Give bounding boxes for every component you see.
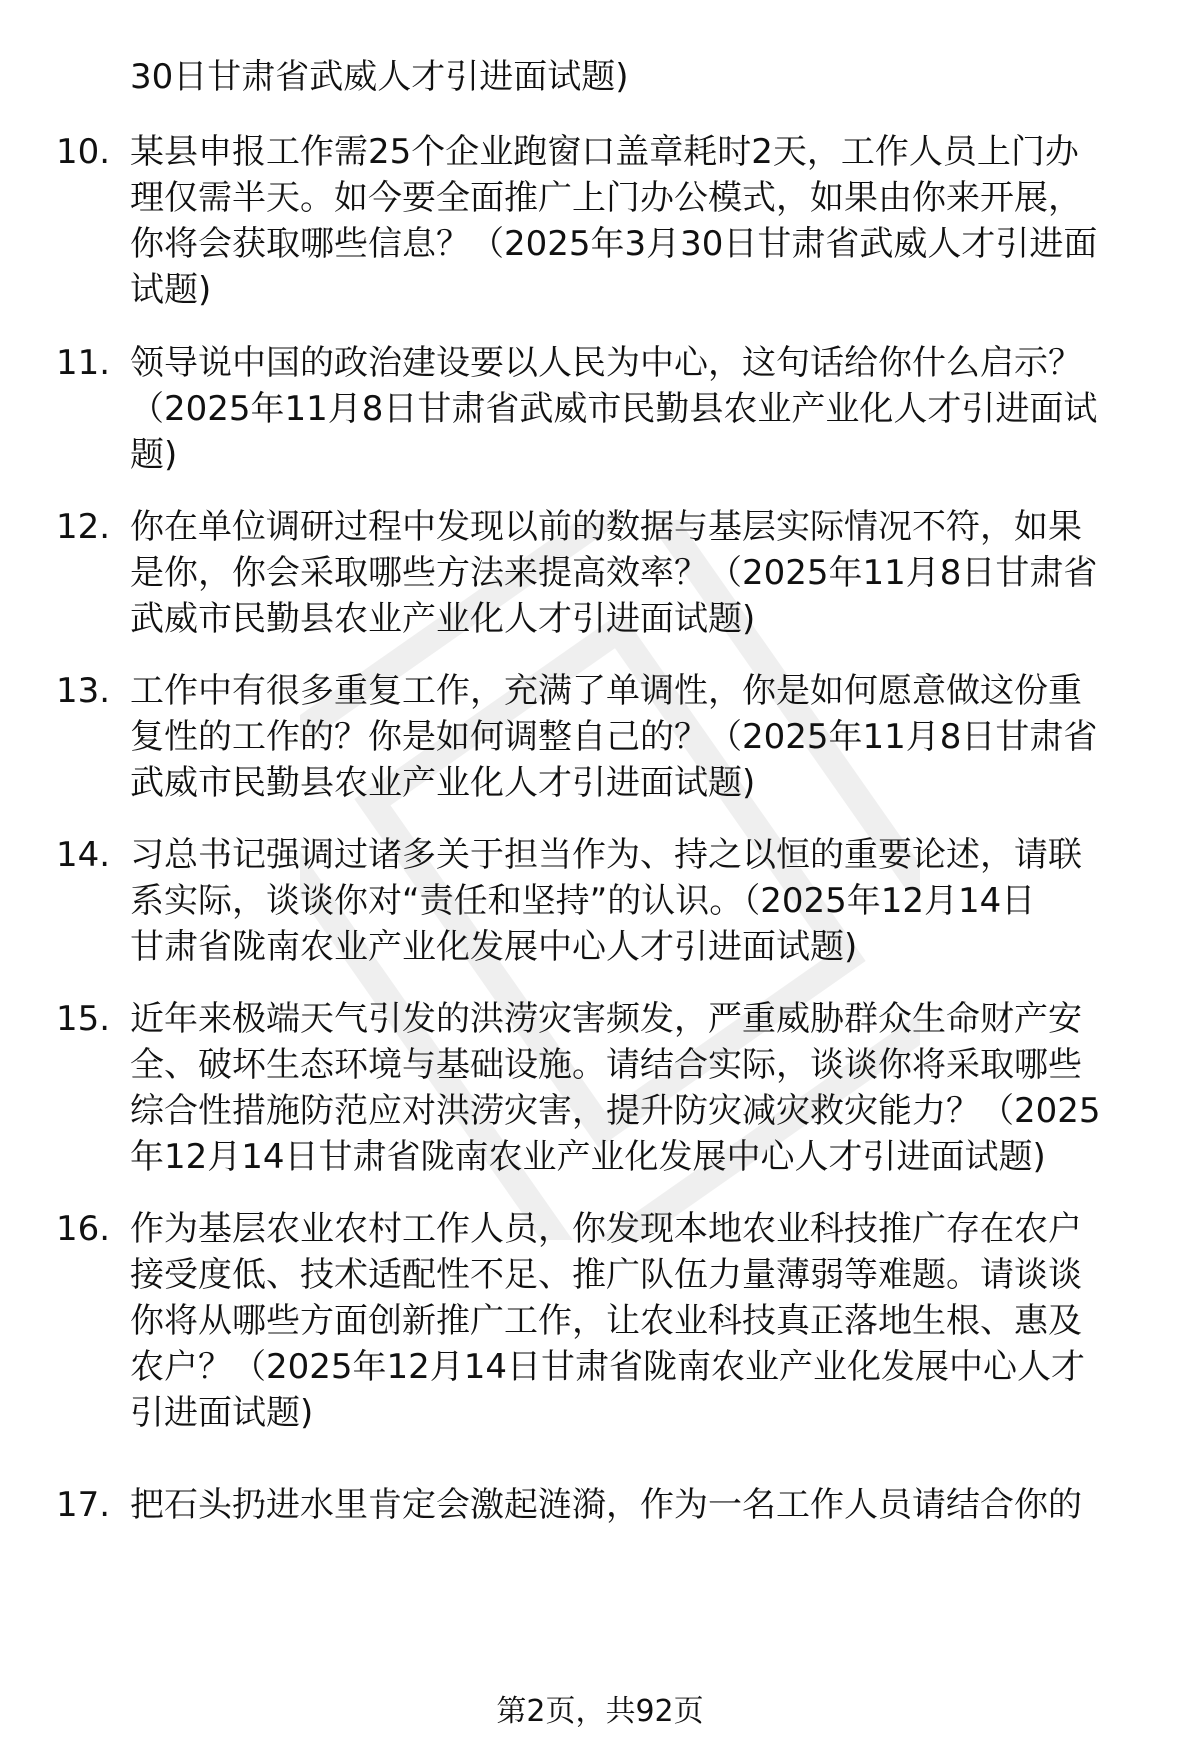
question-line: 工作中有很多重复工作，充满了单调性，你是如何愿意做这份重 [130,671,1082,711]
question-line: 综合性措施防范应对洪涝灾害，提升防灾减灾救灾能力？（2025 [130,1091,1101,1131]
question-line: 你将从哪些方面创新推广工作，让农业科技真正落地生根、惠及 [130,1301,1082,1341]
question-line: 作为基层农业农村工作人员，你发现本地农业科技推广存在农户 [130,1209,1082,1249]
question-line: 农户？（2025年12月14日甘肃省陇南农业产业化发展中心人才 [130,1347,1086,1387]
question-number: 17. [56,1485,111,1525]
question-line: 把石头扔进水里肯定会激起涟漪，作为一名工作人员请结合你的 [130,1485,1082,1525]
question-line: 理仅需半天。如今要全面推广上门办公模式，如果由你来开展， [130,178,1082,218]
question-number: 13. [56,671,111,711]
question-line: 系实际，谈谈你对“责任和坚持”的认识。（2025年12月14日 [130,881,1036,921]
question-line: 武威市民勤县农业产业化人才引进面试题) [130,763,756,803]
question-line: 引进面试题) [130,1393,314,1433]
question-line: 题) [130,435,178,475]
question-number: 16. [56,1209,111,1249]
question-line: 习总书记强调过诸多关于担当作为、持之以恒的重要论述，请联 [130,835,1082,875]
question-number: 12. [56,507,111,547]
question-line: 是你，你会采取哪些方法来提高效率？（2025年11月8日甘肃省 [130,553,1098,593]
question-line: 领导说中国的政治建设要以人民为中心，这句话给你什么启示？ [130,343,1082,383]
question-line: 某县申报工作需25个企业跑窗口盖章耗时2天，工作人员上门办 [130,132,1079,172]
continuation-text: 30日甘肃省武威人才引进面试题) [130,57,629,97]
question-line: 全、破坏生态环境与基础设施。请结合实际，谈谈你将采取哪些 [130,1045,1082,1085]
question-line: 武威市民勤县农业产业化人才引进面试题) [130,599,756,639]
question-number: 15. [56,999,111,1039]
question-line: 甘肃省陇南农业产业化发展中心人才引进面试题) [130,927,858,967]
question-line: 近年来极端天气引发的洪涝灾害频发，严重威胁群众生命财产安 [130,999,1082,1039]
question-line: 你在单位调研过程中发现以前的数据与基层实际情况不符，如果 [130,507,1082,547]
page-footer: 第2页，共92页 [496,1694,704,1729]
question-line: 你将会获取哪些信息？（2025年3月30日甘肃省武威人才引进面 [130,224,1098,264]
question-number: 14. [56,835,111,875]
question-line: 试题) [130,270,212,310]
question-line: （2025年11月8日甘肃省武威市民勤县农业产业化人才引进面试 [130,389,1098,429]
question-number: 11. [56,343,111,383]
question-number: 10. [56,132,111,172]
question-line: 复性的工作的？你是如何调整自己的？（2025年11月8日甘肃省 [130,717,1098,757]
question-line: 年12月14日甘肃省陇南农业产业化发展中心人才引进面试题) [130,1137,1046,1177]
question-line: 接受度低、技术适配性不足、推广队伍力量薄弱等难题。请谈谈 [130,1255,1082,1295]
